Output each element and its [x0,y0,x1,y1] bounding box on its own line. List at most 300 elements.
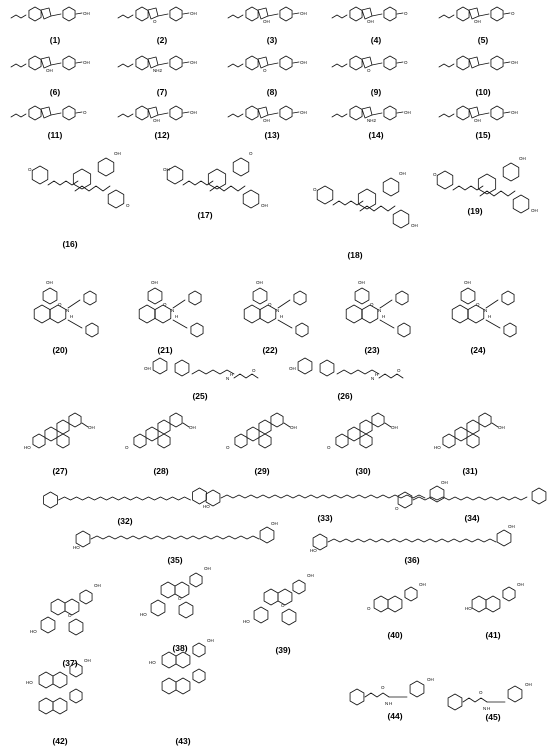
hydroxyl-label: OH [419,582,426,587]
catechin-b-ring-2 [193,669,205,683]
compound-label: (23) [364,345,380,355]
compound-structure [332,106,411,140]
aryl-bond [268,63,278,65]
hydrogen-label: H [382,314,386,319]
hydrogen-label: H [389,701,393,706]
compound-label: (19) [467,206,483,216]
oxygen-label: O [268,302,272,307]
cinnamoyl-chain [360,206,395,211]
oxygen-label: O [367,68,371,73]
tyramine-ring-2 [398,323,410,337]
hydrogen-label: H [280,314,284,319]
amide-chain [486,320,500,328]
flavone-b-ring [80,590,92,604]
hydroxyl-label: O [83,110,87,115]
oxygen-label: OH [46,68,53,73]
phenyl-ring [280,56,292,70]
nitrogen-label: N [66,308,70,313]
hydroxyl-label: OH [83,11,90,16]
hydroxyl-label: OH [525,682,532,687]
glutamate-chain [379,374,403,378]
compound-label: (9) [370,87,382,97]
catechin-a-ring-2 [39,698,53,714]
tyramine-ring-1 [189,291,201,305]
oxygen-label: O [252,368,256,373]
benzene-ring [350,56,362,70]
compound-label: (37) [62,658,78,668]
aryl-ring [317,186,333,204]
hydroxyl-label: OH [190,11,197,16]
polyene-chain [221,495,425,498]
triterpene-ring-1 [33,434,45,448]
hydroxyl-label: OH [441,480,448,485]
catechin-c-ring-1 [176,652,190,668]
catechin-b-ring-1 [193,643,205,657]
compound-structure [433,156,538,216]
triterpene-ring-5 [271,413,283,427]
b-ring [503,587,515,601]
compound-structure [289,358,403,401]
compound-label: (8) [266,87,278,97]
triterpene-ring-5 [170,413,182,427]
triterpene-ring-2 [455,427,467,441]
compound-label: (2) [156,35,168,45]
compound-structure [11,7,90,45]
flavone-a-ring [51,599,65,615]
nitrogen-label: N [226,376,230,381]
benzene-ring [457,56,469,70]
tyramine-ring-2 [296,323,308,337]
triterpene-ring-3 [259,434,271,448]
aryl-ring-top [43,288,57,304]
benzene-ring [246,106,258,120]
hydrogen-label: H [375,372,379,377]
propenyl-chain [118,114,133,117]
furan-ring [258,107,268,118]
hydroxyl-label: O [511,11,515,16]
cinnamoyl-chain [210,186,245,191]
propenyl-chain [118,64,133,67]
compound-structure [448,682,532,722]
triterpene-ring-1 [134,434,146,448]
hydroxyl-label: OH [519,156,526,161]
hydroxyl-label: OH [391,425,398,430]
compound-label: (42) [52,736,68,746]
triterpene-ring-4 [259,420,271,434]
polyene-chain [91,536,259,539]
cinnamoyl-ring [393,210,409,228]
amide-chain [380,300,392,308]
triterpene-ring-4 [158,420,170,434]
catechin-b-ring-2 [70,689,82,703]
compound-structure [452,280,516,355]
oh-bond [76,13,82,14]
compound-label: (27) [52,466,68,476]
phenyl-ring [384,106,396,120]
aryl-bond [479,63,489,65]
compound-label: (25) [192,391,208,401]
furan-ring [41,57,51,68]
triterpene-ring-5 [69,413,81,427]
oxygen-label: HO [24,445,31,450]
amide-chain [68,320,82,328]
sugar-ring-1 [254,607,268,623]
hydroxyl-label: OH [498,425,505,430]
aryl-ring-top [148,288,162,304]
oh-bond [397,62,403,63]
oxygen-label: O [58,302,62,307]
compound-label: (34) [464,513,480,523]
furan-ring [469,8,479,19]
cinnamoyl-ring [513,195,529,213]
oxygen-label: O [381,685,385,690]
compound-structure [350,677,434,721]
amide-chain [380,320,394,328]
nitrogen-label: N [484,308,488,313]
phenyl-ring [280,7,292,21]
aryl-bond [51,14,61,16]
hydroxyl-label: HO [310,548,317,553]
triterpene-ring-2 [45,427,57,441]
aryl-bond [158,63,168,65]
compound-label: (3) [266,35,278,45]
tyramine-ring-2 [504,323,516,337]
naphthalene-ring-a [139,305,155,323]
compound-label: (43) [175,736,191,746]
tyramine-ring-1 [84,291,96,305]
oxygen-label: OH [263,118,270,123]
compound-structure [44,488,207,526]
acrylamide-chain [365,693,389,697]
oh-bond [397,13,403,14]
compound-structure [313,171,418,260]
oxygen-label: O [370,302,374,307]
compound-structure [26,658,91,746]
compound-structure [439,106,518,140]
phenyl-ring [384,7,396,21]
compound-structure [73,521,278,565]
compound-structure [367,582,426,640]
phenyl-ring [63,56,75,70]
hydroxyl-label: OH [83,60,90,65]
aryl-bond [479,113,489,115]
compound-structure [332,7,408,45]
benzofuran-ring [320,360,334,376]
hydroxyl-label: OH [88,425,95,430]
phenyl-ring [491,106,503,120]
hydroxyl-label: OH [94,583,101,588]
sugar-ring-2 [69,619,83,635]
compound-label: (28) [153,466,169,476]
hydroxyl-label: OH [300,60,307,65]
nitrogen-label: N [385,701,389,706]
compound-structure [395,488,546,523]
hydroxyl-label: OH [190,60,197,65]
ionone-ring-left [398,492,412,508]
propenyl-chain [439,114,454,117]
compound-label: (1) [49,35,61,45]
phenyl-ring [280,106,292,120]
sugar-ring-1 [151,600,165,616]
compound-label: (14) [368,130,384,140]
compound-label: (16) [62,239,78,249]
compound-label: (30) [355,466,371,476]
amide-chain [173,320,187,328]
phenyl-ring [170,7,182,21]
hydroxyl-label: OH [261,203,268,208]
feruloyl-ring [350,689,364,705]
oxygen-label: O [226,445,230,450]
aryl-bond [51,63,61,65]
hydroxyl-label: OH [289,366,296,371]
hydroxyl-label: HO [140,612,147,617]
oh-bond [504,13,510,14]
compound-label: (41) [485,630,501,640]
naphthalene-ring-a [452,305,468,323]
hydroxyl-label: OH [411,223,418,228]
compound-label: (35) [167,555,183,565]
hydroxyl-label: OH [464,280,471,285]
furan-ring [469,107,479,118]
propenyl-chain [118,15,133,18]
oxygen-label: O [153,19,157,24]
aryl-bond [479,14,489,16]
oxygen-label: O [178,596,182,601]
phenyl-ring [298,358,312,374]
nitrogen-label: N [276,308,280,313]
polyene-chain [328,539,496,542]
compound-structure [310,524,515,565]
naphthalene-ring-a [34,305,50,323]
ionone-ring-left [44,492,58,508]
nitrogen-label: N [378,308,382,313]
compound-structure [118,7,197,45]
catechin-c-ring-1 [53,672,67,688]
phenyl-ring [170,56,182,70]
compound-label: (5) [477,35,489,45]
compound-structure [228,106,307,140]
c-ring [388,596,402,612]
phenyl-ring [491,7,503,21]
compound-label: (40) [387,630,403,640]
propenyl-chain [332,64,347,67]
aryl-bond [268,113,278,115]
propenyl-chain [228,15,243,18]
hydrogen-label: H [488,314,492,319]
hydroxyl-label: OH [256,280,263,285]
flavone-b-ring [190,573,202,587]
oh-bond [76,112,82,113]
nitrogen-label: N [371,376,375,381]
hydroxyl-label: OH [204,566,211,571]
benzene-ring [136,7,148,21]
oxygen-label: O [125,445,129,450]
propenyl-chain [11,114,26,117]
tyramine-ring [508,686,522,702]
naphthalene-ring-b [468,305,484,323]
aryl-ring [437,171,453,189]
phenyl-ring [170,106,182,120]
triterpene-ring-2 [146,427,158,441]
benzene-ring [246,7,258,21]
triterpene-ring-3 [57,434,69,448]
c-ring [486,596,500,612]
hydroxyl-label: O [126,203,130,208]
oh-bond [183,62,189,63]
phenyl-ring [98,158,114,176]
propenyl-chain [439,64,454,67]
polyene-chain [413,497,527,500]
tyramine-ring-2 [191,323,203,337]
furan-ring [148,8,158,19]
benzene-ring [350,106,362,120]
phenyl-ring [63,106,75,120]
oxygen-label: O [476,302,480,307]
oh-bond [76,62,82,63]
furan-ring [258,57,268,68]
hydroxyl-label: HO [73,545,80,550]
compound-structure [139,280,203,355]
tyramine-ring-1 [396,291,408,305]
compound-label: (13) [264,130,280,140]
amide-chain [68,300,80,308]
flavone-a-ring [161,582,175,598]
compound-structure [140,566,211,653]
propenyl-chain [332,114,347,117]
hydroxyl-label: O [249,151,253,156]
methoxy-label: O [28,167,32,172]
compound-structure [327,413,398,476]
cinnamoyl-ring [243,190,259,208]
acryloyl-chain [337,370,379,374]
compound-label: (31) [462,466,478,476]
tyramine-ring-1 [294,291,306,305]
hydroxyl-label: OH [271,521,278,526]
hydroxyl-label: OH [511,60,518,65]
compound-label: (21) [157,345,173,355]
hydroxyl-label: OH [427,677,434,682]
compound-structure [228,7,307,45]
hydroxyl-label: OH [207,638,214,643]
catechin-a-ring-2 [162,678,176,694]
compound-structure [226,413,297,476]
b-ring [405,587,417,601]
furan-ring [148,107,158,118]
hydroxyl-label: OH [508,524,515,529]
compound-label: (17) [197,210,213,220]
compound-structure [439,56,518,97]
hydroxyl-label: OH [190,110,197,115]
triterpene-ring-1 [336,434,348,448]
compound-label: (15) [475,130,491,140]
benzene-ring [29,56,41,70]
oh-bond [293,112,299,113]
compound-label: (22) [262,345,278,355]
a-ring [472,596,486,612]
compound-structure [11,106,87,140]
oxygen-label: OH [367,19,374,24]
compound-label: (12) [154,130,170,140]
phenyl-ring [153,358,167,374]
furan-ring [41,8,51,19]
acrylamide-chain [463,698,487,702]
ionone-ring-right [193,488,207,504]
hydroxyl-label: OH [151,280,158,285]
hydrogen-label: H [70,314,74,319]
compound-label: (26) [337,391,353,401]
furan-ring [362,57,372,68]
hydroxyl-label: HO [243,619,250,624]
hydroxyl-label: OH [144,366,151,371]
compound-structure [125,413,196,476]
hydroxyl-label: OH [300,11,307,16]
amide-chain [278,320,292,328]
methoxy-label: O [313,187,317,192]
acryloyl-chain [192,370,234,374]
compound-label: (44) [387,711,403,721]
compound-label: (20) [52,345,68,355]
aryl-ring [32,166,48,184]
hydroxyl-label: OH [358,280,365,285]
aryl-ring-top [461,288,475,304]
compound-label: (33) [317,513,333,523]
triterpene-ring-4 [57,420,69,434]
hydroxyl-label: OH [531,208,538,213]
cinnamoyl-chain [75,186,110,191]
oxygen-label: O [163,302,167,307]
naphthalene-ring-b [362,305,378,323]
amide-chain [173,300,185,308]
compound-structure [30,583,101,668]
hydroxyl-label: OH [399,171,406,176]
oh-bond [293,62,299,63]
naphthalene-ring-b [50,305,66,323]
hydroxyl-label: HO [149,660,156,665]
catechin-a-ring-1 [162,652,176,668]
aryl-ring-top [355,288,369,304]
furan-ring [148,57,158,68]
hydrogen-label: H [230,372,234,377]
compound-label: (45) [485,712,501,722]
oh-bond [293,13,299,14]
furan-ring [362,107,372,118]
ionone-ring-right [497,530,511,546]
propenyl-chain [228,64,243,67]
compound-label: (39) [275,645,291,655]
oxygen-label: OH [474,118,481,123]
triterpene-ring-5 [479,413,491,427]
compound-structure [244,280,308,355]
compound-structure [434,413,505,476]
phenyl-ring [233,158,249,176]
oxygen-label: O [397,368,401,373]
compound-structure [28,151,130,249]
benzene-ring [136,106,148,120]
naphthalene-ring-b [155,305,171,323]
nitrogen-label: N [483,706,487,711]
hydroxyl-label: OH [46,280,53,285]
aryl-bond [51,113,61,115]
hydroxyl-label: OH [114,151,121,156]
triterpene-ring-5 [372,413,384,427]
furan-ring [258,8,268,19]
compound-label: (11) [47,130,63,140]
tyramine-ring-2 [86,323,98,337]
compound-structure [203,480,448,523]
hydroxyl-label: OH [300,110,307,115]
flavone-a-ring [264,589,278,605]
compound-label: (10) [475,87,491,97]
